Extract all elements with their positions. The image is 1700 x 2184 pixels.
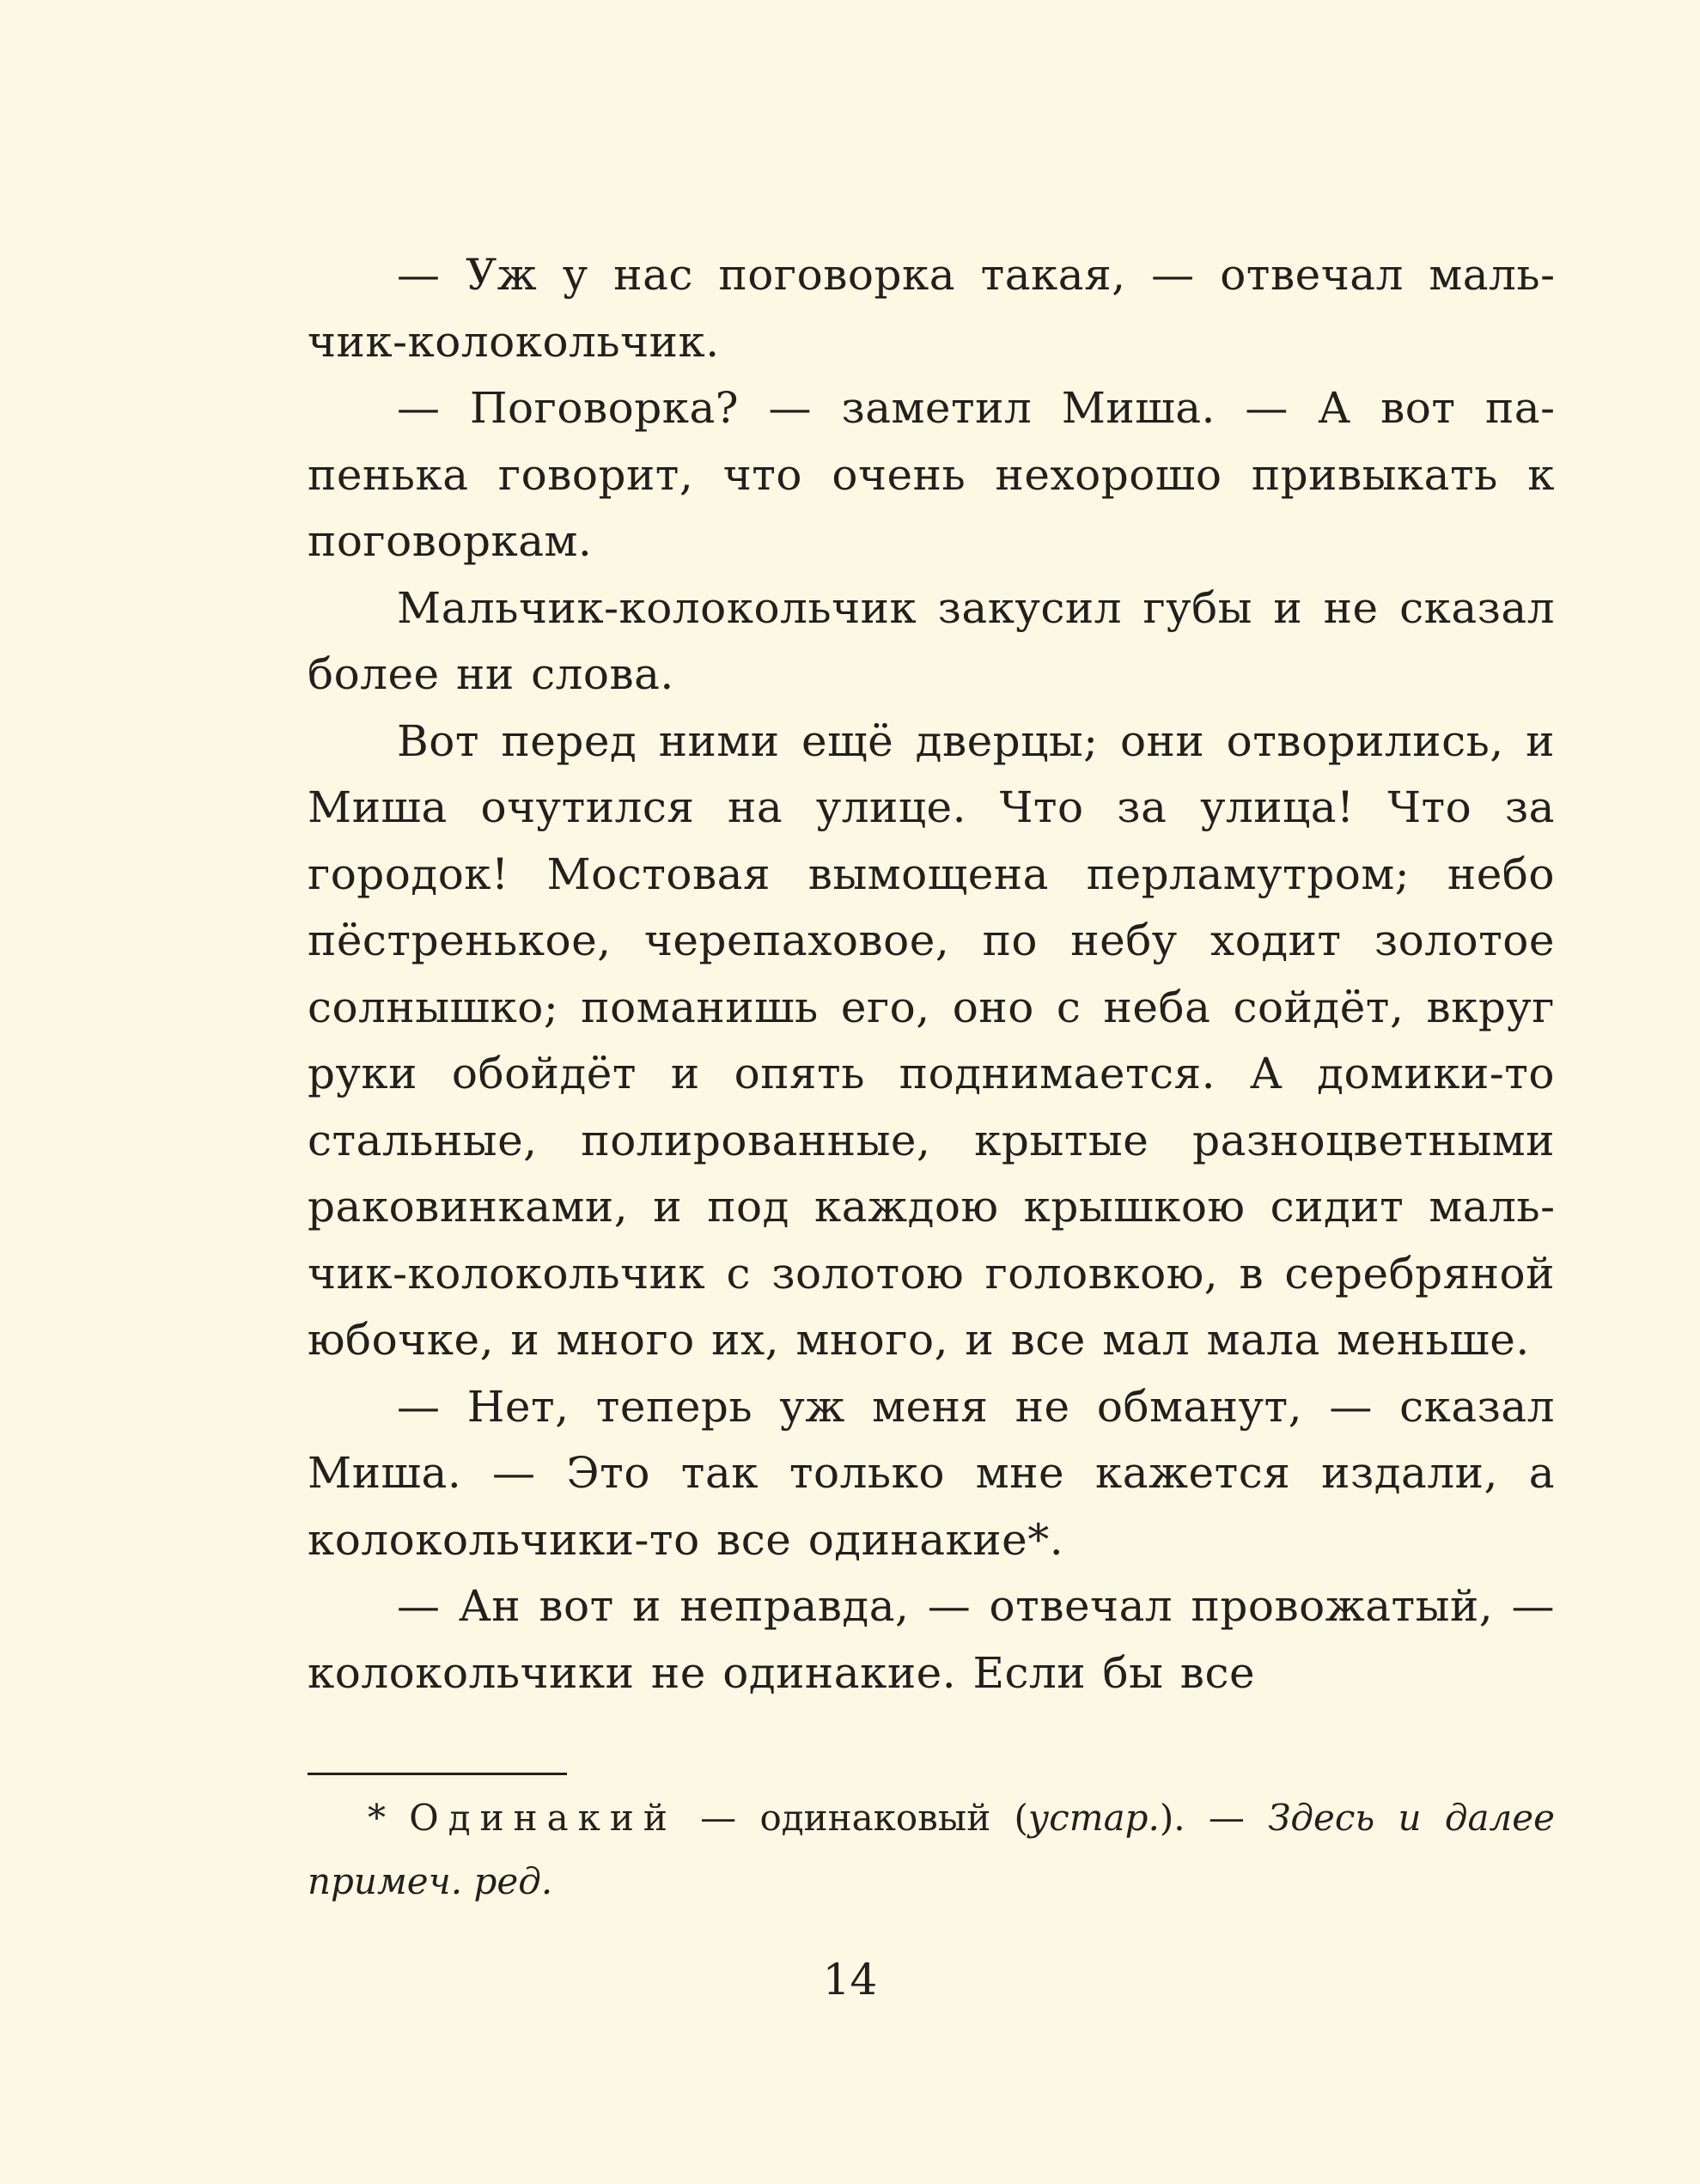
body-text <box>308 242 1555 1706</box>
footnote-marker: * <box>368 1797 410 1839</box>
footnote-abbreviation: устар. <box>1027 1797 1160 1839</box>
paragraph-3: Мальчик-колокольчик закусил губы и не сказал более ни слова. <box>308 582 1555 699</box>
paragraph-5: — Нет, теперь уж меня не обманут, — сказал Миша. — Это так только мне кажется издали, а колокольчики-то все одинакие*. <box>308 1381 1555 1565</box>
paragraph-4: Вот перед ними ещё дверцы; они отворились, и Миша очутился на улице. Что за улица! Что за городок! Мостовая вымощена перламутром; небо пёстренькое, черепаховое, по небу ходит золотое солнышко; поманишь его, оно с неба сойдёт, вкруг руки обойдёт и опять поднимается. А домики-то стальные, полированные, крытые разноцветными раковинками, и под каждою крышкою сидит мальчик-колокольчик с золотою головкою, в серебряной юбочке, и много их, много, и все мал мала меньше. <box>308 715 1555 1365</box>
paragraph-1: — Уж у нас поговорка такая, — отвечал мальчик-колокольчик. <box>308 250 1555 367</box>
footnote-term: Одинакий <box>409 1797 677 1839</box>
paragraph-2: — Поговорка? — заметил Миша. — А вот папенька говорит, что очень нехорошо привыкать к поговоркам. <box>308 383 1555 566</box>
footnote-divider <box>308 1773 567 1775</box>
footnote-editor-note: Здесь и далее примеч. ред. <box>308 1797 1555 1902</box>
footnote-separator: ). — <box>1159 1797 1269 1839</box>
paragraph-6: — Ан вот и неправда, — отвечал провожатый, — колокольчики не одинакие. Если бы все <box>308 1581 1555 1698</box>
footnote <box>308 1786 1555 1913</box>
footnote-definition: — одинаковый ( <box>676 1797 1028 1839</box>
page-number: 14 <box>822 1955 878 2005</box>
